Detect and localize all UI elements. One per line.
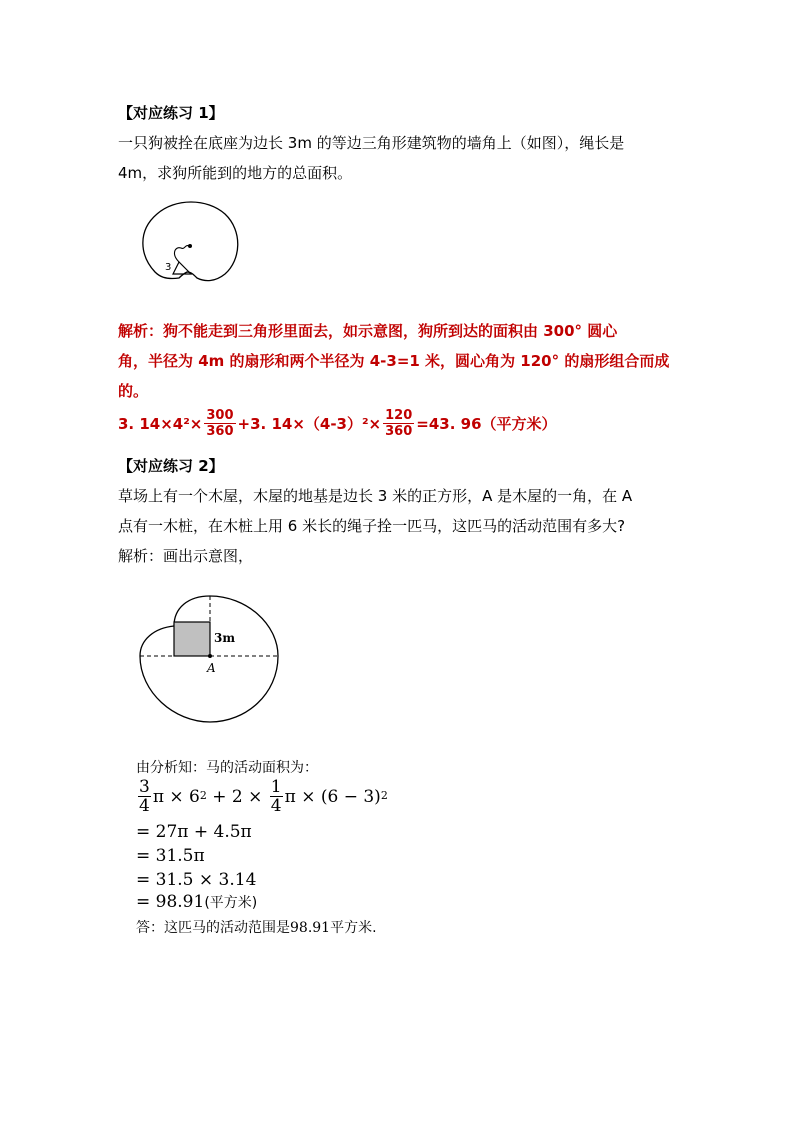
fraction-300-360 [204, 408, 235, 439]
step1-frac-b-den: 4 [270, 796, 282, 816]
ex1-analysis-line3: 的。 [118, 382, 149, 400]
ex1-dog-figure [135, 196, 245, 288]
formula-part1: 3. 14×4²× [118, 414, 203, 433]
ex2-horse-figure [136, 584, 286, 726]
stake-dot [188, 244, 192, 248]
frac1-num: 300 [206, 408, 234, 423]
ex1-analysis-line2: 角，半径为 4m 的扇形和两个半径为 4-3=1 米，圆心角为 120° 的扇形组合而成 [118, 352, 670, 370]
ex2-step1 [136, 778, 388, 815]
step1-frac-3-4 [138, 778, 151, 815]
stake-point-a [208, 654, 212, 658]
ex1-problem-line2: 4m，求狗所能到的地方的总面积。 [118, 164, 353, 182]
answer-suffix: 平方米. [330, 920, 377, 936]
ex2-heading: 【对应练习 2】 [118, 457, 224, 475]
step5-value: = 98.91 [136, 892, 205, 912]
step1-exp: 2 [199, 789, 207, 802]
ex2-problem-line2: 点有一木桩，在木桩上用 6 米长的绳子拴一匹马，这匹马的活动范围有多大? [118, 517, 626, 535]
ex1-heading: 【对应练习 1】 [118, 104, 224, 122]
ex2-step5 [136, 890, 257, 915]
answer-value: 98.91 [290, 920, 331, 936]
step1-mid: π × 6 [152, 786, 200, 807]
ex2-solution-intro: 由分析知：马的活动面积为： [136, 760, 318, 776]
step1-frac-b-num: 1 [270, 777, 282, 797]
horse-region-outline [140, 596, 278, 722]
ex2-step4: = 31.5 × 3.14 [136, 870, 257, 890]
ex1-formula [118, 408, 557, 439]
step1-tail-exp: 2 [380, 789, 388, 802]
step1-frac-a-num: 3 [139, 777, 150, 797]
frac1-den: 360 [206, 424, 234, 439]
ex2-label-a: A [207, 661, 216, 675]
frac2-den: 360 [385, 424, 413, 439]
step1-plus: + 2 × [206, 786, 268, 807]
ex2-answer [136, 918, 377, 938]
wooden-house-square [174, 622, 210, 656]
formula-part3: =43. 96（平方米） [416, 414, 557, 433]
step5-unit: (平方米) [204, 895, 258, 911]
ex2-problem-line1: 草场上有一个木屋，木屋的地基是边长 3 米的正方形，A 是木屋的一角，在 A [118, 487, 633, 505]
ex1-analysis-line1: 解析：狗不能走到三角形里面去，如示意图，狗所到达的面积由 300° 圆心 [118, 322, 618, 340]
frac2-num: 120 [385, 408, 413, 423]
ex2-step3: = 31.5π [136, 846, 205, 866]
ex2-analysis: 解析：画出示意图， [118, 547, 254, 565]
step1-frac-a-den: 4 [139, 796, 150, 816]
rope-curve [175, 246, 189, 262]
formula-part2: +3. 14×（4-3）²× [237, 414, 382, 433]
dog-region-outline [143, 202, 238, 281]
step1-tail: π × (6 − 3) [284, 786, 381, 807]
ex2-step2: = 27π + 4.5π [136, 822, 252, 842]
ex2-label-3m: 3m [214, 631, 236, 645]
answer-prefix: 答：这匹马的活动范围是 [136, 920, 290, 936]
ex1-problem-line1: 一只狗被拴在底座为边长 3m 的等边三角形建筑物的墙角上（如图），绳长是 [118, 134, 625, 152]
step1-frac-1-4 [270, 778, 283, 815]
ex1-figure-label: 3 [165, 262, 172, 273]
fraction-120-360 [383, 408, 414, 439]
